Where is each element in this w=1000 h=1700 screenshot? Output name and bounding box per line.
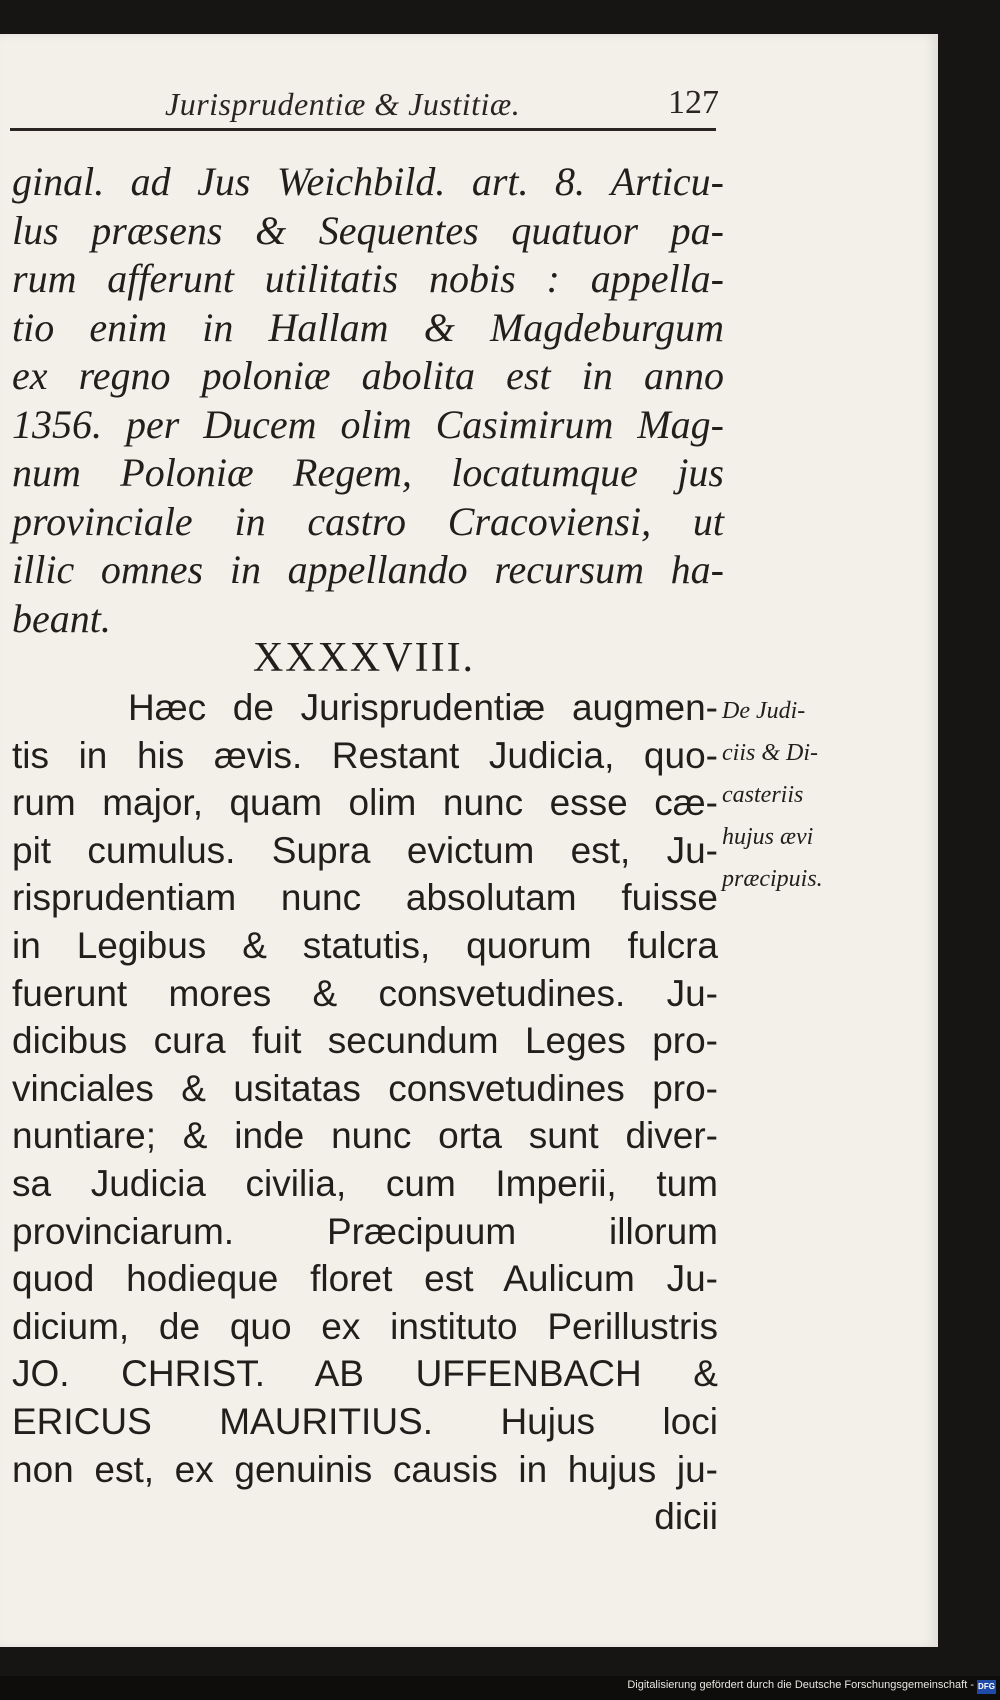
text-line: pit cumulus. Supra evictum est, Ju- — [12, 829, 718, 871]
text-line: num Poloniæ Regem, locatumque jus — [12, 450, 724, 495]
text-line: sa Judicia civilia, cum Imperii, tum — [12, 1162, 718, 1204]
text-line: vinciales & usitatas consvetudines pro- — [12, 1067, 718, 1109]
running-head: Jurisprudentiæ & Justitiæ. — [165, 86, 521, 122]
text-line: in Legibus & statutis, quorum fulcra — [12, 924, 718, 966]
marginal-line: hujus ævi — [722, 824, 814, 850]
funding-credit: Digitalisierung gefördert durch die Deutsche Forschungsgemeinschaft - — [627, 1679, 974, 1691]
marginal-line: præcipuis. — [722, 866, 823, 892]
text-line: lus præsens & Sequentes quatuor pa- — [12, 207, 724, 253]
text-line: provinciarum. Præcipuum illorum — [12, 1210, 718, 1252]
italic-paragraph — [12, 158, 724, 643]
marginal-note — [722, 690, 902, 900]
text-line: risprudentiam nunc absolutam fuisse — [12, 877, 718, 919]
text-line: illic omnes in appellando recursum ha- — [12, 547, 724, 592]
text-line: nuntiare; & inde nunc orta sunt diver- — [12, 1115, 718, 1157]
text-line: provinciale in castro Cracoviensi, ut — [12, 498, 724, 544]
section-number: XXXXVIII. — [252, 635, 476, 681]
marginal-line: De Judi- — [722, 698, 806, 724]
page-header — [0, 76, 728, 136]
text-line: quod hodieque floret est Aulicum Ju- — [12, 1258, 718, 1300]
text-line: non est, ex genuinis causis in hujus ju- — [12, 1448, 718, 1490]
text-line: Hæc de Jurisprudentiæ augmen- — [128, 687, 718, 728]
text-line: rum afferunt utilitatis nobis : appella- — [12, 256, 724, 301]
text-line: tio enim in Hallam & Magdeburgum — [12, 304, 724, 350]
text-line: ex regno poloniæ abolita est in anno — [12, 353, 724, 398]
text-line: ginal. ad Jus Weichbild. art. 8. Articu- — [12, 159, 724, 204]
marginal-line: ciis & Di- — [722, 740, 818, 766]
marginal-line: casteriis — [722, 782, 804, 808]
roman-paragraph — [12, 684, 718, 1541]
text-line: ERICUS MAURITIUS. Hujus loci — [12, 1400, 718, 1442]
header-rule — [10, 128, 716, 131]
page-number: 127 — [668, 84, 719, 121]
text-line: 1356. per Ducem olim Casimirum Mag- — [12, 401, 724, 447]
dfg-logo-icon: DFG — [977, 1680, 996, 1694]
text-line: beant. — [12, 595, 111, 641]
text-line: rum major, quam olim nunc esse cæ- — [12, 782, 718, 824]
footer-bar — [0, 1676, 1000, 1700]
text-line: dicibus cura fuit secundum Leges pro- — [12, 1020, 718, 1062]
text-line: tis in his ævis. Restant Judicia, quo- — [12, 734, 718, 776]
text-line: dicium, de quo ex instituto Perillustris — [12, 1305, 718, 1347]
text-line: fuerunt mores & consvetudines. Ju- — [12, 972, 718, 1014]
catchword: dicii — [654, 1496, 718, 1538]
text-line: JO. CHRIST. AB UFFENBACH & — [12, 1353, 718, 1395]
